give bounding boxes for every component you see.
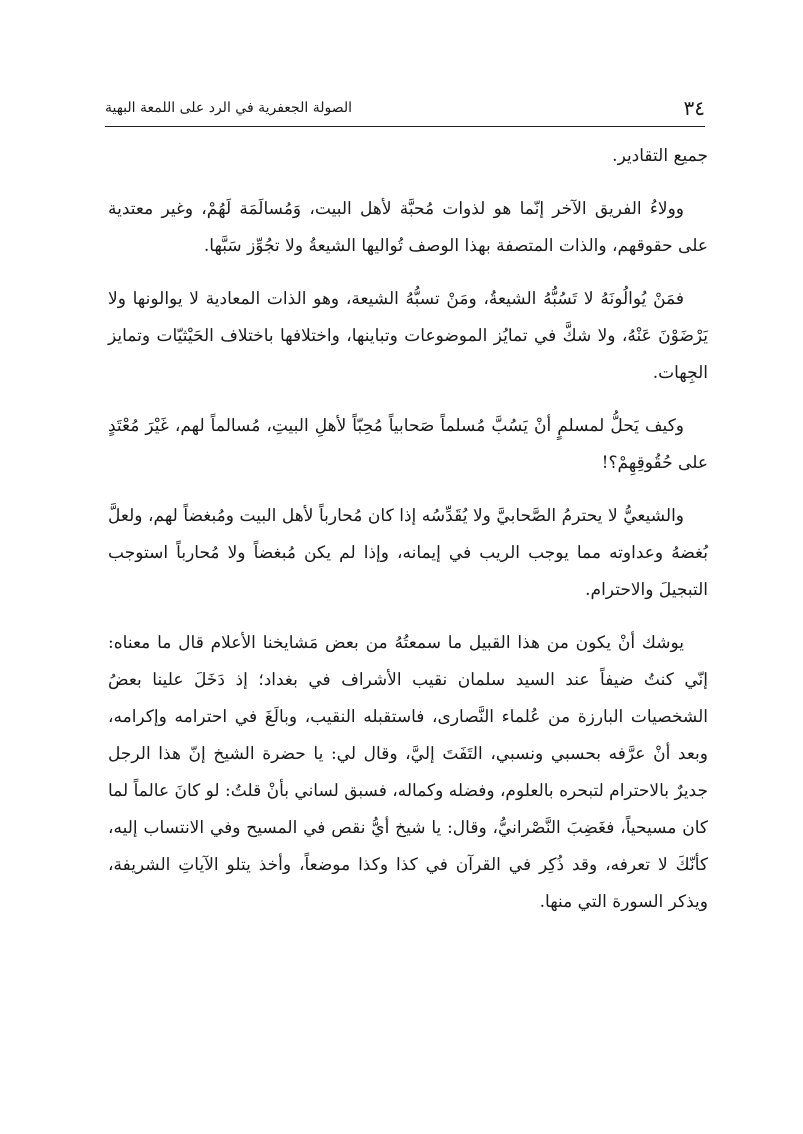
running-title: الصولة الجعفرية في الرد على اللمعة البهية	[105, 100, 352, 116]
running-header	[105, 92, 705, 127]
paragraph: وولاءُ الفريق الآخر إنّما هو لذوات مُحبَّة لأهل البيت، وَمُسالَمَة لَهُمْ، وغير معتدية على حقوقهم، والذات المتصفة بهذا الوصف تُواليها الشيعةُ ولا تجُوِّز سَبَّها.	[108, 199, 708, 256]
paragraph: فمَنْ يُوالُونَهُ لا تَسُبُّهُ الشيعةُ، ومَنْ تسبُّهُ الشيعة، وهو الذات المعادية لا يوالونها ولا يَرْضَوْنَ عَنْهُ، ولا شكَّ في تمايُز الموضوعات وتباينها، واختلافها باختلاف الحَيْثيّات وتمايز الجِهات.	[108, 289, 708, 383]
body-text	[108, 138, 708, 937]
paragraph: والشيعيُّ لا يحترمُ الصَّحابيَّ ولا يُقَدِّسُه إذا كان مُحارباً لأهل البيت ومُبغضاً لهم، ولعلَّ بُغضهُ وعداوته مما يوجب الريب في إيمانه، وإذا لم يكن مُبغضاً ولا مُحارباً استوجب التبجيلَ والاحترام.	[108, 506, 708, 600]
paragraph: جميع التقادير.	[612, 146, 708, 166]
paragraph: يوشك أنْ يكون من هذا القبيل ما سمعتُهُ من بعض مَشايخنا الأعلام قال ما معناه: إنّي كنتُ ضيفاً عند السيد سلمان نقيب الأشراف في بغداد؛ إذ دَخَلَ علينا بعضُ الشخصيات البارزة من عُلماء النَّصارى، فاستقبله النقيب، وبالَغَ في احترامه وإكرامه، وبعد أنْ عرَّفه بحسبي ونسبي، التَفَتَ إليَّ، وقال لي: يا حضرة الشيخ إنّ هذا الرجل جديرٌ بالاحترام لتبحره بالعلوم، وفضله وكماله، فسبق لساني بأنْ قلتُ: لو كانَ عالماً لما كان مسيحياً، فغَضِبَ النَّصْرانيُّ، وقال: يا شيخ أيُّ نقص في المسيح وفي الانتساب إليه، كأنّكَ لا تعرفه، وقد ذُكِر في القرآن في كذا وكذا موضعاً، وأخذ يتلو الآياتِ الشريفة، ويذكر السورة التي منها.	[107, 633, 708, 912]
paragraph: وكيف يَحلُّ لمسلمٍ أنْ يَسُبَّ مُسلماً صَحابياً مُحِبّاً لأهلِ البيتِ، مُسالماً لهم، غَيْرَ مُعْتَدٍ على حُقُوقِهِمْ؟!	[108, 416, 708, 473]
page-number: ٣٤	[683, 96, 705, 120]
